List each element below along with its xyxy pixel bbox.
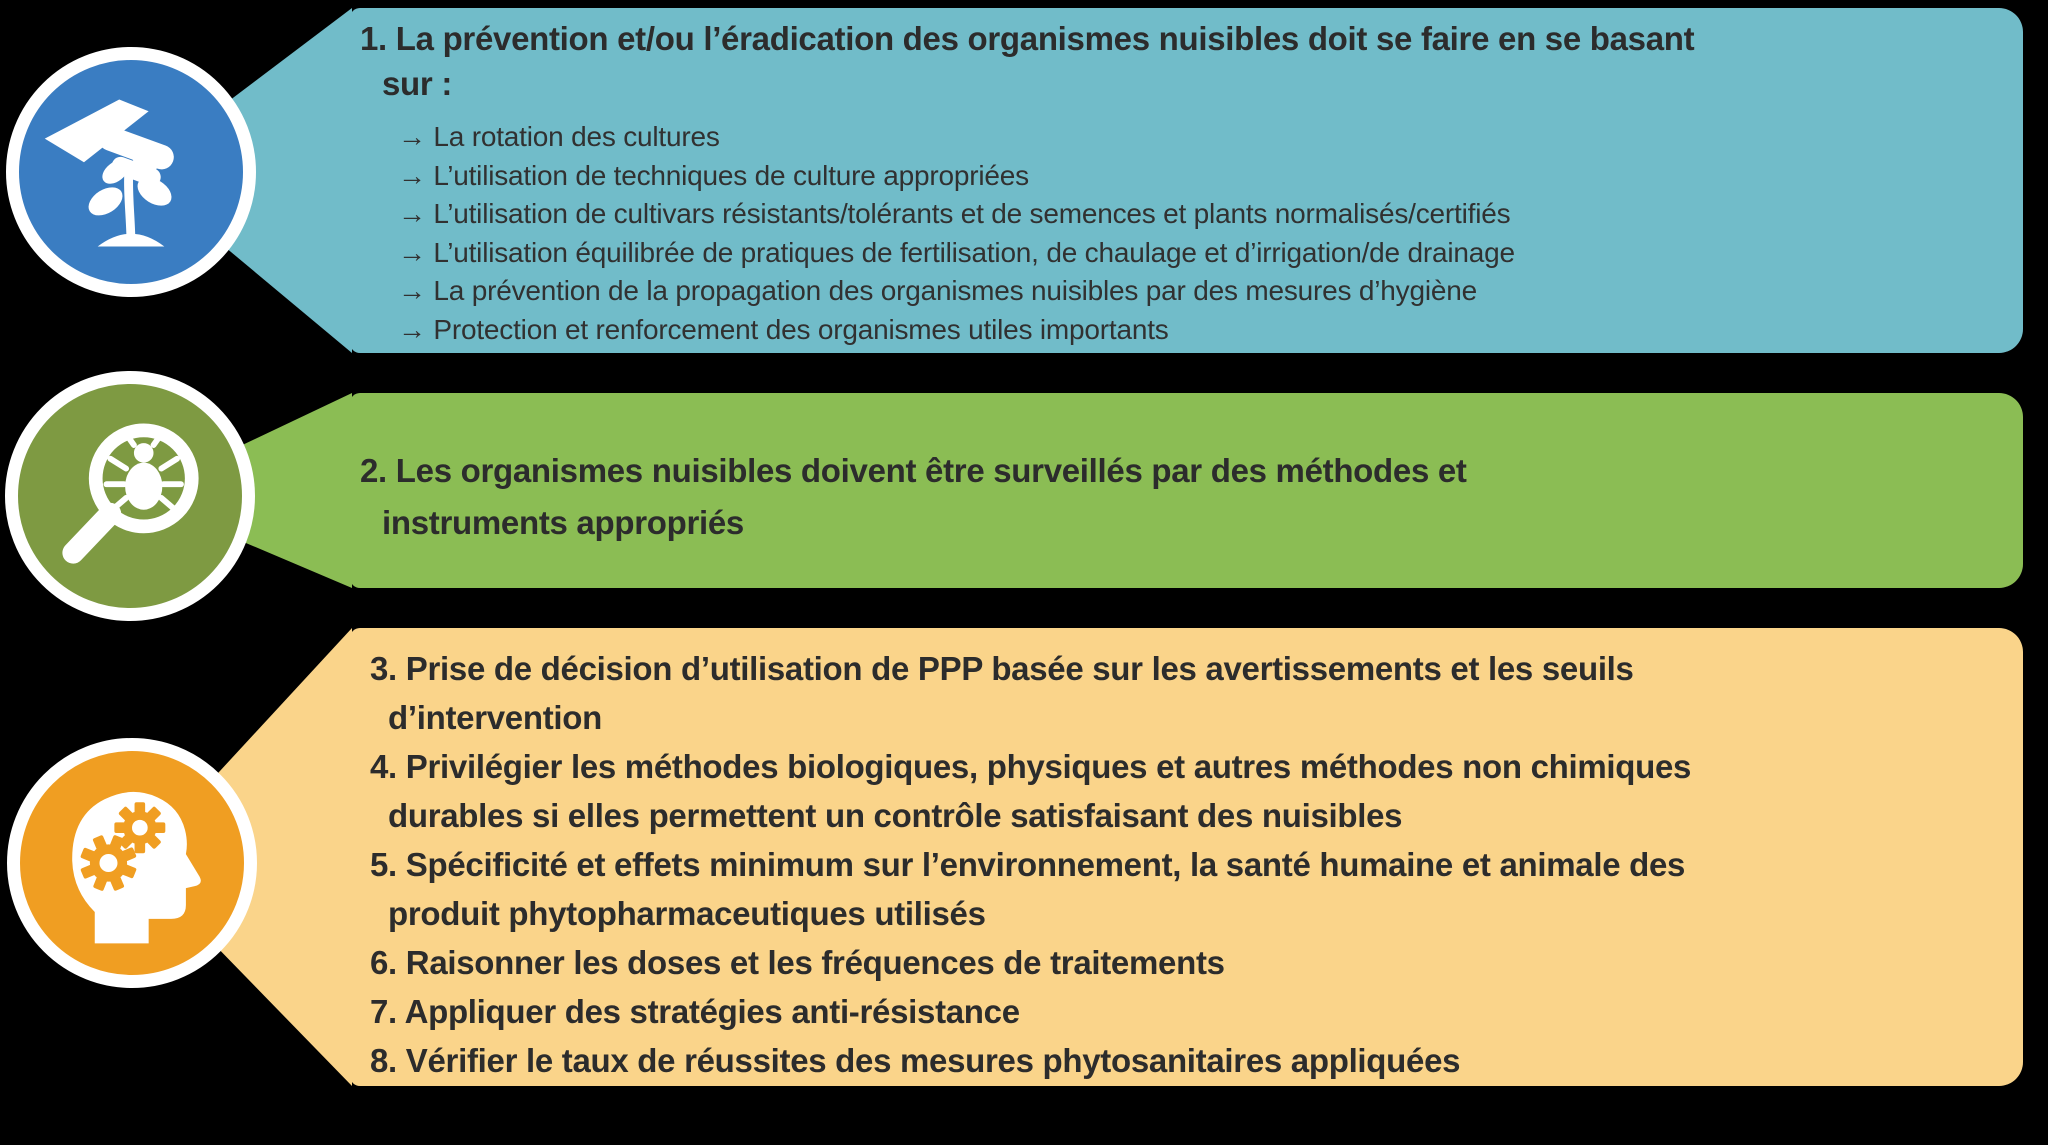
decision-line: 4. Privilégier les méthodes biologiques, physiques et autres méthodes non chimiques bbox=[370, 748, 1692, 785]
bullet-item: → Protection et renforcement des organismes utiles importants bbox=[398, 313, 1169, 345]
bullet-item: → L’utilisation de techniques de culture appropriées bbox=[398, 159, 1029, 191]
hand-protecting-plant-icon bbox=[33, 74, 229, 270]
decision-line: d’intervention bbox=[388, 699, 602, 736]
banner-prevention bbox=[350, 8, 2023, 353]
decision-line: 5. Spécificité et effets minimum sur l’environnement, la santé humaine et animale des bbox=[370, 846, 1686, 883]
magnifier-bug-icon bbox=[32, 398, 228, 594]
banner-monitoring bbox=[350, 393, 2023, 588]
bullet-item: → La rotation des cultures bbox=[398, 121, 720, 152]
bullet-item: → L’utilisation équilibrée de pratiques de fertilisation, de chaulage et d’irrigation/de drainage bbox=[398, 236, 1515, 268]
section1-title-line1: 1. La prévention et/ou l’éradication des organismes nuisibles doit se faire en se basant bbox=[360, 20, 1695, 57]
bullet-item: → La prévention de la propagation des organismes nuisibles par des mesures d’hygiène bbox=[398, 275, 1477, 306]
bullet-item: → L’utilisation de cultivars résistants/tolérants et de semences et plants normalisés/certifiés bbox=[398, 198, 1511, 229]
decision-line: 8. Vérifier le taux de réussites des mesures phytosanitaires appliquées bbox=[370, 1042, 1461, 1079]
decision-line: 6. Raisonner les doses et les fréquences de traitements bbox=[370, 944, 1225, 981]
icon-circle-decision bbox=[7, 738, 257, 988]
icon-circle-prevention bbox=[6, 47, 256, 297]
decision-line: 7. Appliquer des stratégies anti-résistance bbox=[370, 993, 1020, 1030]
section1-title-line2: sur : bbox=[382, 65, 453, 102]
section1-bullet-list bbox=[398, 118, 1993, 349]
decision-line: 3. Prise de décision d’utilisation de PPP basée sur les avertissements et les seuils bbox=[370, 650, 1634, 687]
section2-title-line2: instruments appropriés bbox=[382, 504, 744, 541]
decision-line: produit phytopharmaceutiques utilisés bbox=[388, 895, 986, 932]
decision-line: durables si elles permettent un contrôle satisfaisant des nuisibles bbox=[388, 797, 1403, 834]
head-gears-icon bbox=[34, 765, 230, 961]
banner-decision bbox=[350, 628, 2023, 1086]
icon-circle-monitoring bbox=[5, 371, 255, 621]
section2-title-line1: 2. Les organismes nuisibles doivent être surveillés par des méthodes et bbox=[360, 452, 1467, 489]
